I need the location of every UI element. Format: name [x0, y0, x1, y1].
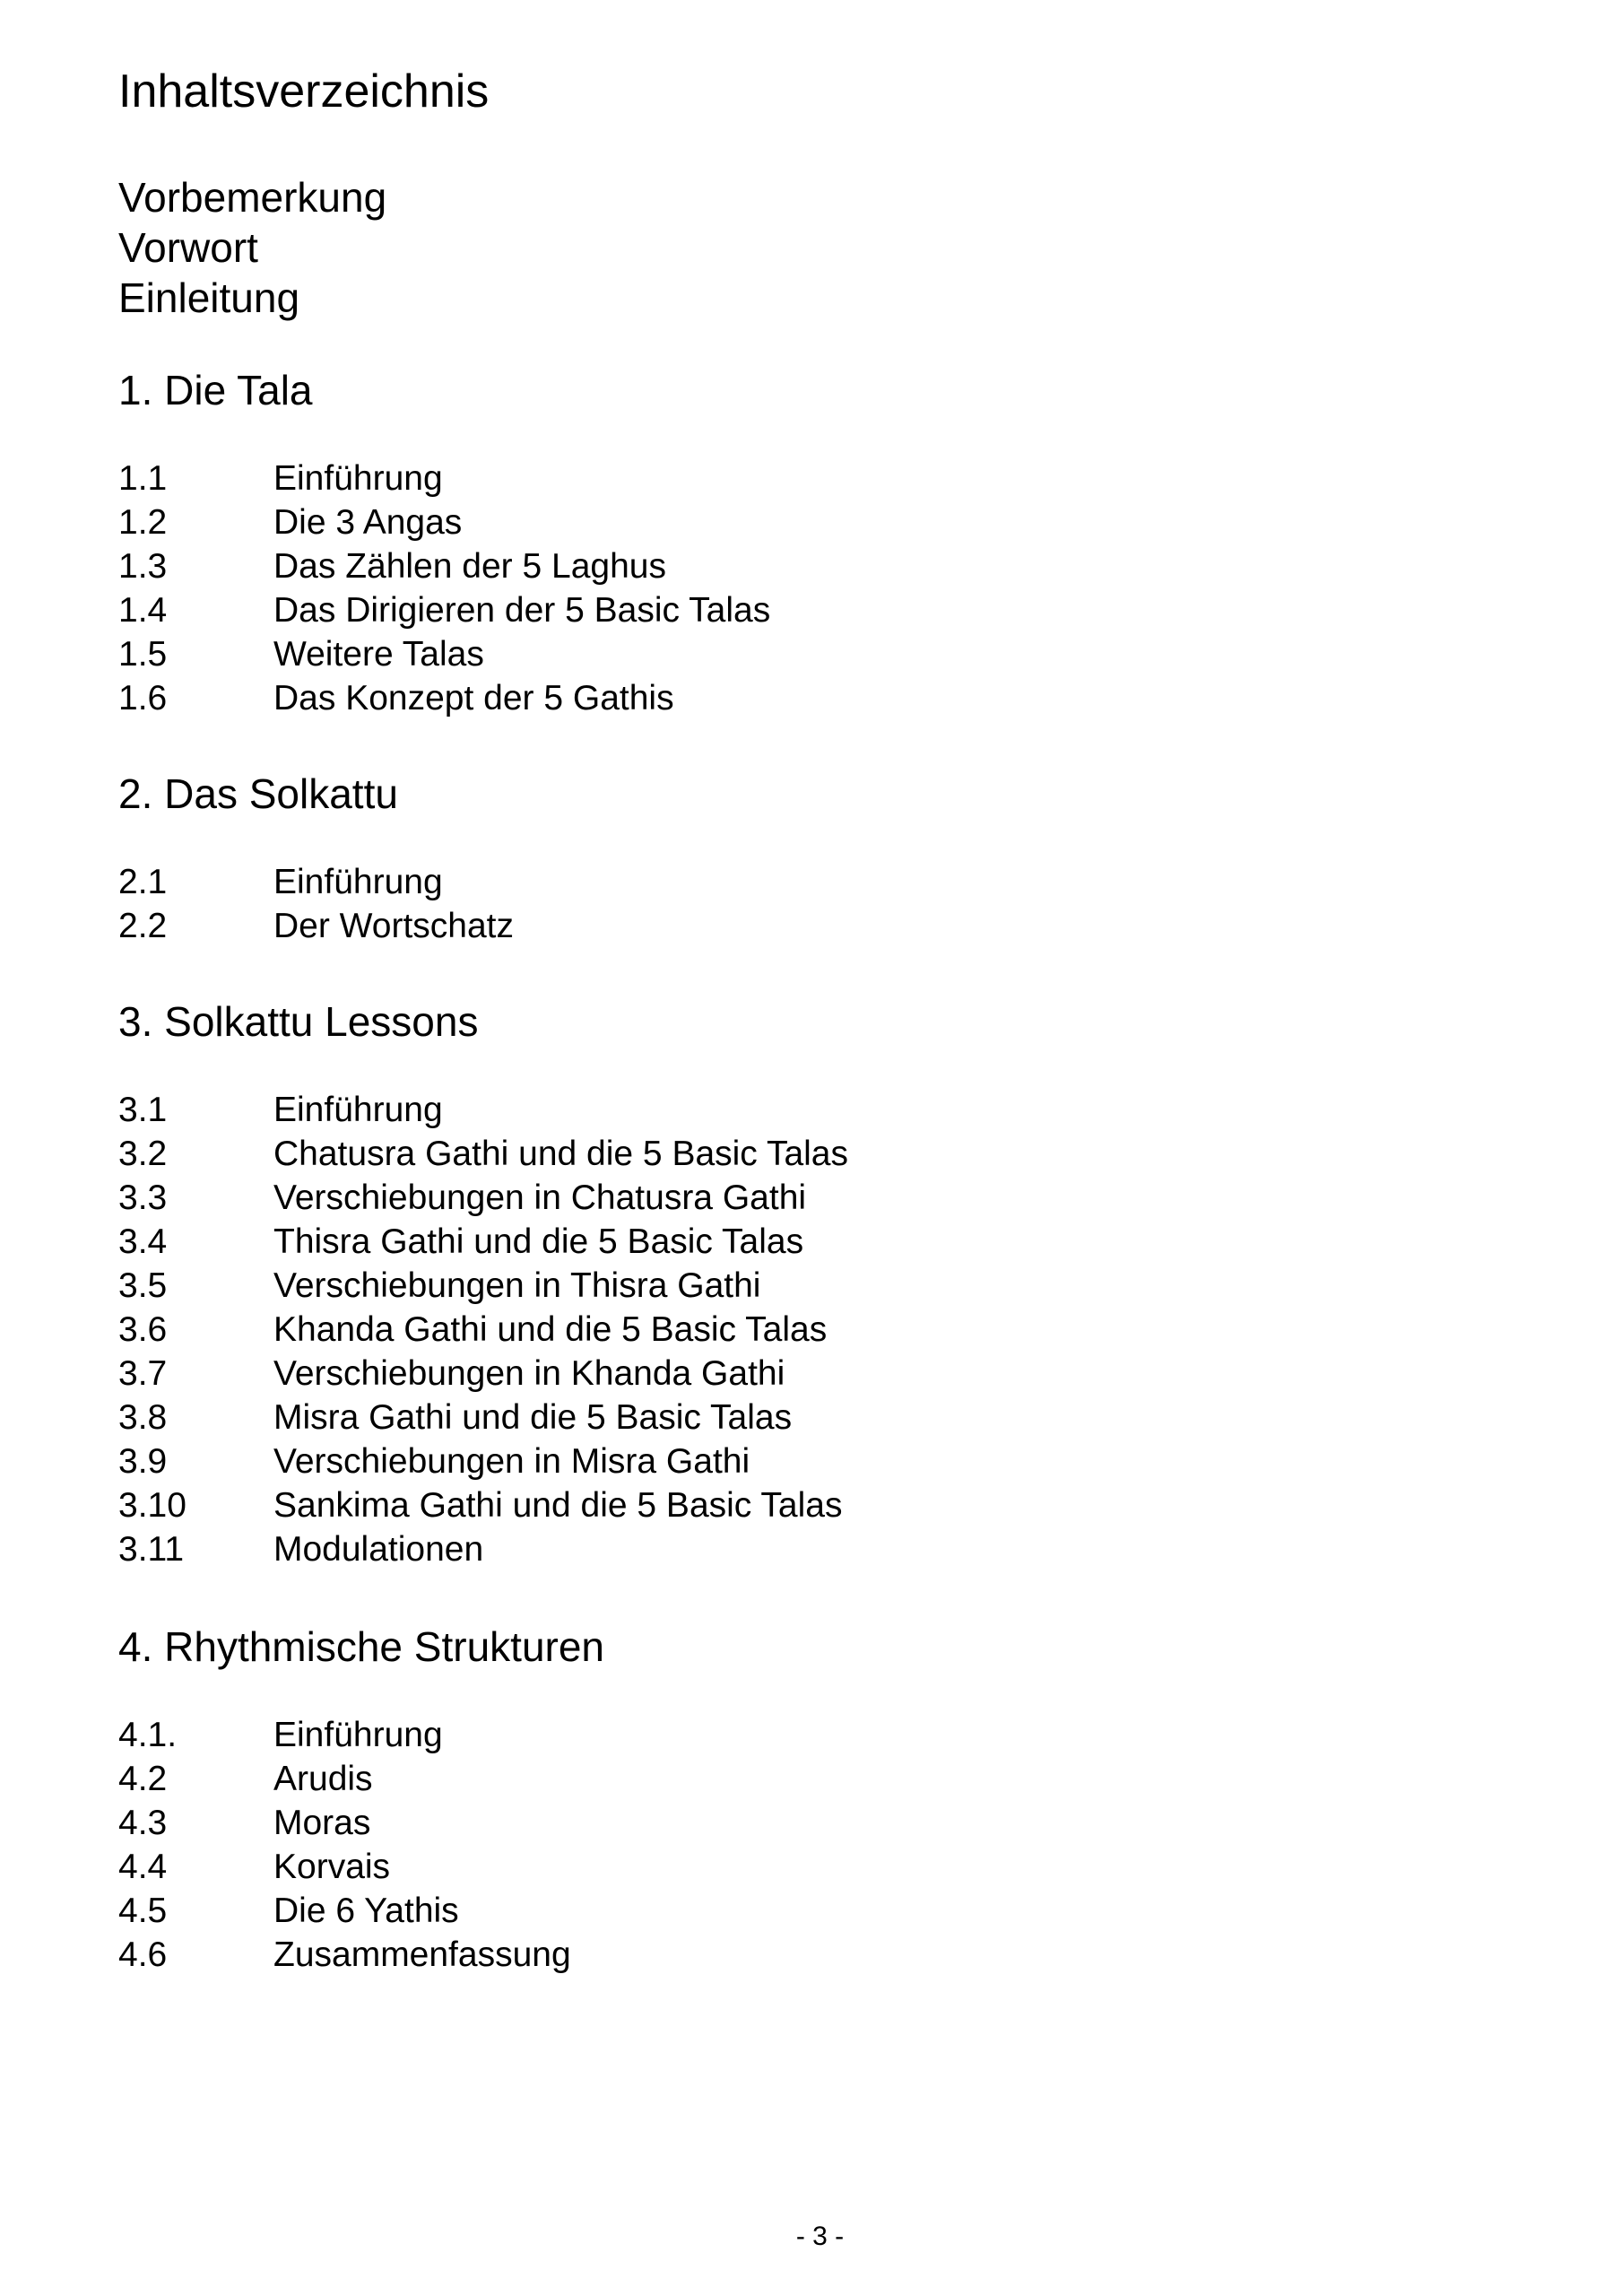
entry-number: 1.5	[118, 635, 168, 674]
toc-entry	[118, 1801, 604, 1845]
entry-label: Verschiebungen in Misra Gathi	[273, 1442, 750, 1481]
chapter-entry-list	[118, 860, 514, 948]
toc-entry	[118, 1439, 848, 1483]
entry-number: 2.2	[118, 907, 168, 945]
chapter-entry-list	[118, 1713, 604, 1977]
toc-entry	[118, 1088, 848, 1132]
entry-number: 3.2	[118, 1135, 168, 1173]
toc-entry	[118, 1889, 604, 1933]
entry-label: Chatusra Gathi und die 5 Basic Talas	[273, 1135, 848, 1173]
entry-number: 1.4	[118, 591, 168, 630]
entry-label: Einführung	[273, 1091, 443, 1129]
toc-entry	[118, 1483, 848, 1527]
chapter-3-section	[118, 996, 848, 1571]
front-matter-item-vorwort: Vorwort	[118, 224, 258, 271]
chapter-4-section	[118, 1622, 604, 1977]
entry-label: Verschiebungen in Khanda Gathi	[273, 1354, 785, 1393]
page-number: - 3 -	[795, 2222, 845, 2251]
entry-label: Das Dirigieren der 5 Basic Talas	[273, 591, 771, 630]
entry-number: 3.10	[118, 1486, 186, 1525]
entry-label: Weitere Talas	[273, 635, 484, 674]
entry-label: Arudis	[273, 1760, 373, 1798]
entry-number: 3.11	[118, 1530, 185, 1569]
toc-entry	[118, 1264, 848, 1308]
entry-label: Sankima Gathi und die 5 Basic Talas	[273, 1486, 843, 1525]
entry-number: 3.1	[118, 1091, 168, 1129]
entry-number: 4.4	[118, 1848, 168, 1886]
entry-label: Zusammenfassung	[273, 1935, 571, 1974]
entry-label: Verschiebungen in Thisra Gathi	[273, 1266, 761, 1305]
entry-label: Der Wortschatz	[273, 907, 515, 945]
entry-number: 4.1.	[118, 1716, 178, 1754]
chapter-1-section	[118, 365, 770, 720]
toc-entry	[118, 1757, 604, 1801]
entry-number: 3.4	[118, 1222, 168, 1261]
toc-entry	[118, 1933, 604, 1977]
toc-entry	[118, 1176, 848, 1220]
toc-entry	[118, 457, 770, 500]
entry-label: Die 3 Angas	[273, 503, 463, 542]
chapter-2-section	[118, 769, 514, 948]
chapter-heading: 3. Solkattu Lessons	[118, 998, 479, 1045]
toc-entry	[118, 1527, 848, 1571]
entry-label: Das Zählen der 5 Laghus	[273, 547, 666, 586]
front-matter-item-vorbemerkung: Vorbemerkung	[118, 174, 387, 221]
toc-entry	[118, 1713, 604, 1757]
entry-label: Moras	[273, 1804, 371, 1842]
entry-number: 1.6	[118, 679, 168, 718]
front-matter-list	[118, 172, 386, 323]
entry-number: 3.6	[118, 1310, 168, 1349]
entry-label: Khanda Gathi und die 5 Basic Talas	[273, 1310, 828, 1349]
entry-label: Misra Gathi und die 5 Basic Talas	[273, 1398, 793, 1437]
entry-number: 3.5	[118, 1266, 168, 1305]
toc-entry	[118, 1308, 848, 1352]
entry-number: 1.1	[118, 459, 168, 498]
toc-entry	[118, 860, 514, 904]
page-title: Inhaltsverzeichnis	[118, 65, 490, 117]
entry-number: 4.5	[118, 1892, 168, 1930]
toc-entry	[118, 1220, 848, 1264]
entry-label: Einführung	[273, 1716, 443, 1754]
entry-label: Korvais	[273, 1848, 391, 1886]
entry-number: 4.2	[118, 1760, 168, 1798]
entry-number: 4.6	[118, 1935, 168, 1974]
entry-label: Das Konzept der 5 Gathis	[273, 679, 674, 718]
toc-entry	[118, 500, 770, 544]
toc-entry	[118, 544, 770, 588]
entry-number: 1.3	[118, 547, 168, 586]
toc-entry	[118, 632, 770, 676]
chapter-entry-list	[118, 457, 770, 720]
toc-entry	[118, 1845, 604, 1889]
entry-label: Einführung	[273, 863, 443, 901]
chapter-entry-list	[118, 1088, 848, 1571]
entry-number: 4.3	[118, 1804, 168, 1842]
entry-number: 3.9	[118, 1442, 168, 1481]
chapter-heading: 2. Das Solkattu	[118, 770, 398, 817]
entry-label: Einführung	[273, 459, 443, 498]
entry-label: Thisra Gathi und die 5 Basic Talas	[273, 1222, 804, 1261]
chapter-heading: 1. Die Tala	[118, 367, 313, 413]
toc-entry	[118, 676, 770, 720]
entry-number: 3.8	[118, 1398, 168, 1437]
toc-entry	[118, 1132, 848, 1176]
entry-number: 2.1	[118, 863, 168, 901]
toc-entry	[118, 1396, 848, 1439]
toc-entry	[118, 588, 770, 632]
toc-entry	[118, 904, 514, 948]
entry-label: Verschiebungen in Chatusra Gathi	[273, 1178, 807, 1217]
entry-number: 3.3	[118, 1178, 168, 1217]
entry-label: Die 6 Yathis	[273, 1892, 459, 1930]
toc-entry	[118, 1352, 848, 1396]
entry-label: Modulationen	[273, 1530, 484, 1569]
entry-number: 1.2	[118, 503, 168, 542]
chapter-heading: 4. Rhythmische Strukturen	[118, 1623, 605, 1670]
entry-number: 3.7	[118, 1354, 168, 1393]
front-matter-item-einleitung: Einleitung	[118, 274, 300, 321]
